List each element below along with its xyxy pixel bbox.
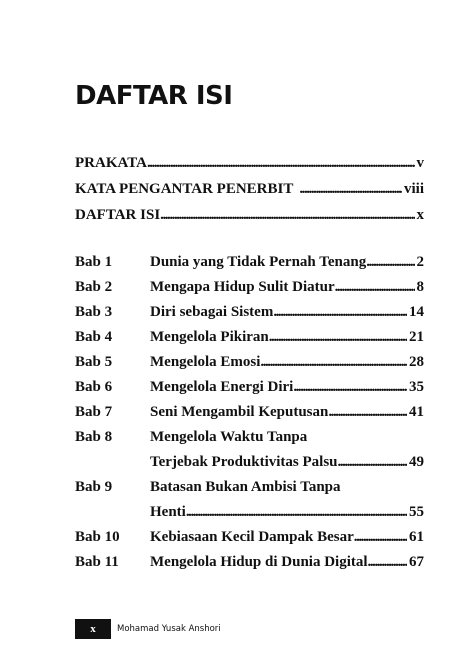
- toc-entry-page: x: [416, 207, 424, 223]
- dot-leader: [328, 400, 407, 425]
- dot-leader: [366, 250, 414, 275]
- toc-entry-daftar-isi[interactable]: [75, 202, 424, 228]
- page-footer: [75, 619, 221, 639]
- dot-leader: [260, 350, 407, 375]
- front-matter-list: [75, 150, 424, 228]
- dot-leader: [186, 500, 407, 525]
- chapter-page: 8: [416, 279, 424, 295]
- dot-leader: [147, 150, 415, 176]
- chapter-title: Dunia yang Tidak Pernah Tenang: [150, 254, 367, 270]
- chapter-number: Bab 1: [75, 254, 113, 270]
- chapter-page: 61: [409, 529, 424, 545]
- toc-chapter-11[interactable]: [75, 550, 424, 575]
- chapter-number: Bab 10: [75, 529, 120, 545]
- chapter-list: [75, 250, 424, 575]
- toc-chapter-8[interactable]: [75, 425, 424, 475]
- toc-chapter-7[interactable]: [75, 400, 424, 425]
- chapter-number: Bab 3: [75, 304, 113, 320]
- chapter-number: Bab 9: [75, 479, 113, 495]
- chapter-number: Bab 5: [75, 354, 113, 370]
- toc-chapter-9[interactable]: [75, 475, 424, 525]
- toc-chapter-5[interactable]: [75, 350, 424, 375]
- toc-entry-page: viii: [403, 181, 424, 197]
- dot-leader: [160, 202, 414, 228]
- toc-chapter-3[interactable]: [75, 300, 424, 325]
- chapter-title: Kebiasaan Kecil Dampak Besar: [150, 529, 354, 545]
- chapter-number: Bab 7: [75, 404, 113, 420]
- author-name: Mohamad Yusak Anshori: [117, 624, 221, 634]
- dot-leader: [335, 275, 415, 300]
- chapter-title: Terjebak Produktivitas Palsu: [150, 454, 338, 470]
- chapter-page: 41: [409, 404, 424, 420]
- chapter-page: 55: [409, 504, 424, 520]
- chapter-number: Bab 6: [75, 379, 113, 395]
- toc-chapter-10[interactable]: [75, 525, 424, 550]
- toc-chapter-4[interactable]: [75, 325, 424, 350]
- chapter-page: 2: [416, 254, 424, 270]
- chapter-title: Seni Mengambil Keputusan: [150, 404, 329, 420]
- chapter-page: 35: [409, 379, 424, 395]
- chapter-number: Bab 8: [75, 429, 113, 445]
- toc-entry-label: DAFTAR ISI: [75, 207, 161, 223]
- toc-entry-kata-pengantar[interactable]: [75, 176, 424, 202]
- chapter-title: Diri sebagai Sistem: [150, 304, 274, 320]
- dot-leader: [299, 176, 402, 202]
- toc-entry-page: v: [416, 155, 424, 171]
- toc-chapter-6[interactable]: [75, 375, 424, 400]
- chapter-page: 21: [409, 329, 424, 345]
- page-number-badge: x: [75, 619, 111, 639]
- chapter-title: Mengelola Emosi: [150, 354, 261, 370]
- dot-leader: [338, 450, 407, 475]
- chapter-title-line1: Batasan Bukan Ambisi Tanpa: [150, 479, 341, 495]
- chapter-number: Bab 4: [75, 329, 113, 345]
- chapter-page: 28: [409, 354, 424, 370]
- toc-chapter-1[interactable]: [75, 250, 424, 275]
- chapter-number: Bab 2: [75, 279, 113, 295]
- chapter-title: Henti: [150, 504, 186, 520]
- toc-entry-prakata[interactable]: [75, 150, 424, 176]
- chapter-page: 49: [409, 454, 424, 470]
- chapter-page: 14: [409, 304, 424, 320]
- dot-leader: [273, 300, 407, 325]
- chapter-title-line1: Mengelola Waktu Tanpa: [150, 429, 308, 445]
- dot-leader: [354, 525, 407, 550]
- toc-entry-label: KATA PENGANTAR PENERBIT: [75, 181, 294, 197]
- page-title: DAFTAR ISI: [75, 81, 233, 111]
- dot-leader: [269, 325, 407, 350]
- toc-chapter-2[interactable]: [75, 275, 424, 300]
- toc-entry-label: PRAKATA: [75, 155, 147, 171]
- dot-leader: [293, 375, 407, 400]
- chapter-number: Bab 11: [75, 554, 119, 570]
- chapter-title: Mengapa Hidup Sulit Diatur: [150, 279, 335, 295]
- chapter-title: Mengelola Pikiran: [150, 329, 269, 345]
- chapter-title: Mengelola Hidup di Dunia Digital: [150, 554, 368, 570]
- chapter-page: 67: [409, 554, 424, 570]
- dot-leader: [368, 550, 407, 575]
- chapter-title: Mengelola Energi Diri: [150, 379, 294, 395]
